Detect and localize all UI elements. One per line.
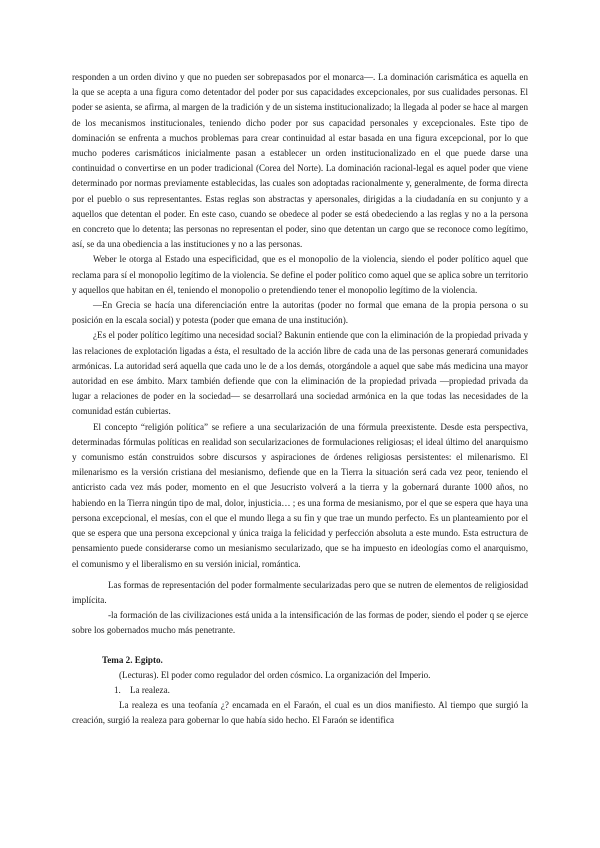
paragraph-dominacion: responden a un orden divino y que no pueden ser sobrepasados por el monarca—. La dominación carismática es aquella en la que se acepta a una figura como detentador del poder por sus capacidades excepcionales, por sus cualidades personas. El poder se asienta, se afirma, al margen de la tradición y de un sistema institucionalizado; la llegada al poder se hace al margen de los mecanismos institucionales, teniendo dicho poder por sus capacidad personales y excepcionales. Este tipo de dominación se enfrenta a muchos problemas para crear continuidad al estar basada en una figura excepcional, por lo que mucho poderes carismáticos inicialmente pasan a establecer un orden institucionalizado en el que puede darse una continuidad o convertirse en un poder tradicional (Corea del Norte). La dominación racional-legal es aquel poder que viene determinado por normas previamente establecidas, las cuales son adoptadas racionalmente y, generalmente, de forma directa por el pueblo o sus representantes. Estas reglas son abstractas y apersonales, dirigidas a la ciudadanía en su conjunto y a aquellos que detentan el poder. En este caso, cuando se obedece al poder se está obedeciendo a las reglas y no a la persona en concreto que lo detenta; las personas no representan el poder, sino que detentan un cargo que se reconoce como legítimo, así, se da una obediencia a las instituciones y no a las personas. — [72, 72, 528, 250]
section-title: Tema 2. Egipto. — [102, 654, 163, 665]
section-subtitle: (Lecturas). El poder como regulador del orden cósmico. La organización del Imperio. — [119, 669, 431, 680]
paragraph-bakunin: ¿Es el poder político legítimo una necesidad social? Bakunin entiende que con la eliminación de la propiedad privada y las relaciones de explotación ligadas a ésta, el resultado de la acción libre de cada una de las personas generará comunidades armónicas. La autoridad será aquella que cada uno le de a los demás, otorgándole a aquel que sabe más medicina una mayor autoridad en ese ámbito. Marx también defiende que con la eliminación de la propiedad privada —propiedad privada da lugar a relaciones de poder en la sociedad— se desarrollará una sociedad armónica en la que todas las necesidades de la comunidad están cubiertas. — [72, 330, 528, 417]
paragraph-grecia: —En Grecia se hacía una diferenciación entre la autoritas (poder no formal que emana de la propia persona o su posición en la escala social) y potesta (poder que emana de una institución). — [72, 300, 528, 326]
note-representacion: Las formas de representación del poder formalmente secularizadas pero que se nutren de elementos de religiosidad implícita. — [72, 579, 528, 605]
spacer — [72, 639, 528, 653]
item-number: 1. — [114, 684, 121, 695]
note-civilizaciones: -la formación de las civilizaciones está unida a la intensificación de las formas de poder, siendo el poder q se ejerce sobre los gobernados mucho más penetrante. — [72, 610, 528, 636]
item-label: La realeza. — [130, 684, 170, 695]
paragraph-weber: Weber le otorga al Estado una especificidad, que es el monopolio de la violencia, siendo el poder político aquel que reclama para sí el monopolio legítimo de la violencia. Se define el poder político como aquel que se aplica sobre un territorio y aquellos que habitan en él, teniendo el monopolio o pretendiendo tener el monopolio legítimo de la violencia. — [72, 254, 528, 295]
numbered-item — [72, 683, 528, 698]
paragraph-religion-politica: El concepto “religión política” se refiere a una secularización de una fórmula preexistente. Desde esta perspectiva, determinadas fórmulas políticas en realidad son secularizaciones de formulaciones religiosas; el ideal último del anarquismo y comunismo están construidos sobre discursos y aspiraciones de órdenes religiosas persistentes: el milenarismo. El milenarismo es la versión cristiana del mesianismo, defiende que en la Tierra la situación será cada vez peor, teniendo el anticristo cada vez más poder, momento en el que Jesucristo volverá a la tierra y la gobernará durante 1000 años, no habiendo en la Tierra ningún tipo de mal, dolor, injusticia… ; es una forma de mesianismo, por el que se espera que haya una persona excepcional, el mesías, con el que el mundo llega a su fin y que trae un mundo perfecto. Es un planteamiento por el que se espera que una persona excepcional y única traiga la felicidad y perfección absoluta a este mundo. Esta estructura de pensamiento puede considerarse como un mesianismo secularizado, que se ha impuesto en ideologías como el anarquismo, el comunismo y el liberalismo en su versión inicial, romántica. — [72, 421, 528, 569]
section-body: La realeza es una teofanía ¿? encamada en el Faraón, el cual es un dios manifiesto. Al tiempo que surgió la creación, surgió la realeza para gobernar lo que había sido hecho. El Faraón se identifica — [72, 700, 528, 726]
